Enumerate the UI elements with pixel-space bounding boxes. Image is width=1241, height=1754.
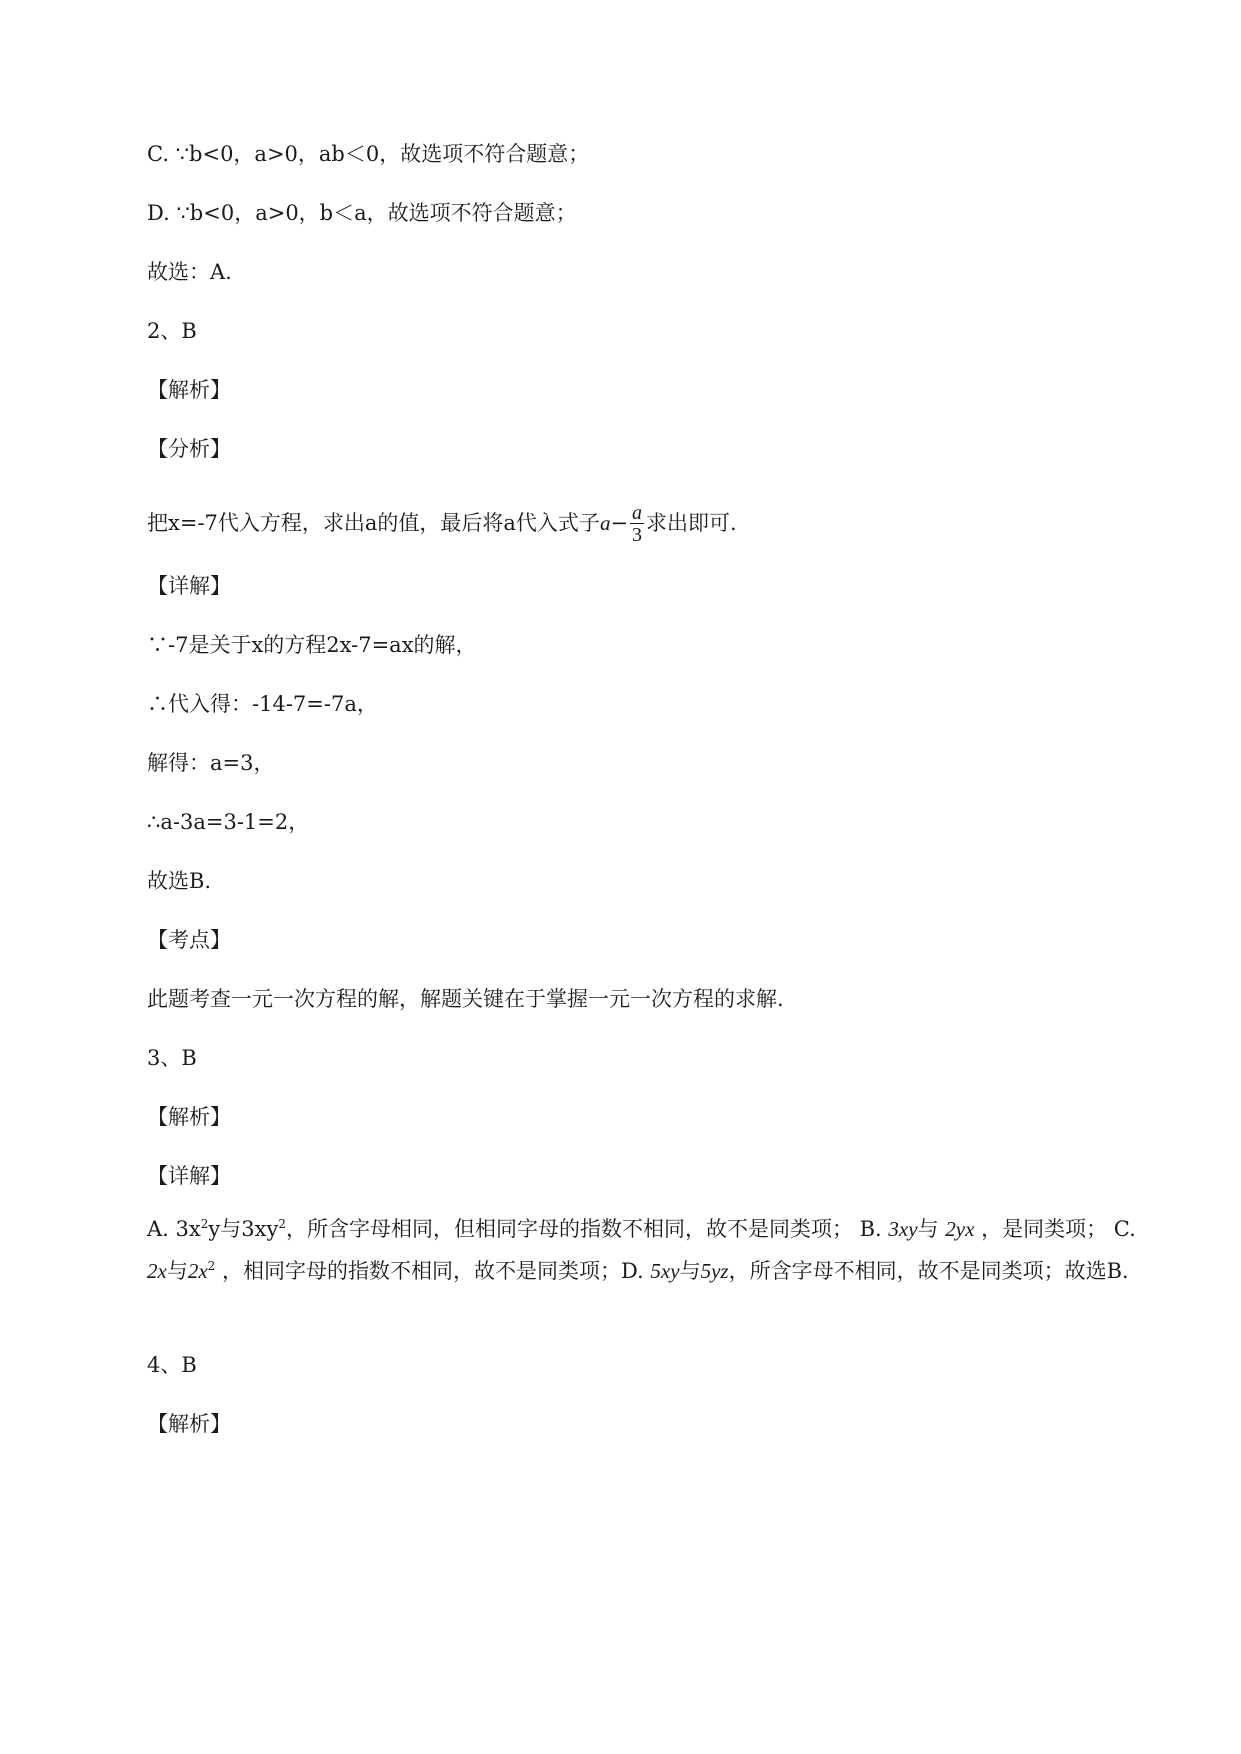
kaodian-text: 此题考查一元一次方程的解，解题关键在于掌握一元一次方程的求解. xyxy=(147,987,784,1011)
expr-minus: − xyxy=(610,511,629,535)
detail3-text-7: ，相同字母的指数不相同，故不是同类项；D. xyxy=(215,1259,651,1283)
detail3-text-4: 与 xyxy=(917,1217,946,1241)
detail-paragraph-3 xyxy=(147,1208,1157,1292)
section-heading-kaodian: 【考点】 xyxy=(147,928,231,952)
math-2x-squared: 2x xyxy=(187,1259,208,1283)
detail3-text-5: ，是同类项； C. xyxy=(974,1217,1136,1241)
section-heading-xiangjie-3: 【详解】 xyxy=(147,1164,231,1188)
exponent: 2 xyxy=(200,1217,209,1231)
math-2x: 2x xyxy=(147,1259,167,1283)
analysis-text-after: 求出即可. xyxy=(646,511,737,535)
section-heading-xiangjie: 【详解】 xyxy=(147,574,231,598)
question-4-answer: 4、B xyxy=(147,1353,197,1377)
analysis-text-before: 把x=-7代入方程，求出a的值，最后将a代入式子 xyxy=(147,511,600,535)
math-5xy: 5xy xyxy=(650,1259,680,1283)
section-heading-jiexi-3: 【解析】 xyxy=(147,1105,231,1129)
detail-line-2: ∴代入得：-14-7=-7a， xyxy=(147,692,378,716)
detail3-text-8: 与 xyxy=(679,1259,701,1283)
expr-a: a xyxy=(599,511,611,535)
analysis-text xyxy=(147,500,1157,546)
detail3-text-3: ，所含字母相同，但相同字母的指数不相同，故不是同类项； B. xyxy=(285,1217,889,1241)
option-c-explanation: C. ∵b<0，a>0，ab＜0，故选项不符合题意； xyxy=(147,142,590,166)
answer-choice: 故选：A. xyxy=(147,260,232,284)
detail-line-5: 故选B. xyxy=(147,869,212,893)
detail-line-4: ∴a-3a=3-1=2， xyxy=(147,810,310,834)
math-3xy: 3xy xyxy=(888,1217,918,1241)
option-d-explanation: D. ∵b<0，a>0，b＜a，故选项不符合题意； xyxy=(147,201,577,225)
detail-line-3: 解得：a=3， xyxy=(147,751,275,775)
detail3-text-1: A. 3x xyxy=(147,1217,201,1241)
detail-line-1: ∵-7是关于x的方程2x-7=ax的解， xyxy=(147,633,477,657)
detail3-text-2: y与3xy xyxy=(208,1217,279,1241)
detail3-text-6: 与 xyxy=(166,1259,188,1283)
detail3-text-9: ，所含字母不相同，故不是同类项；故选B. xyxy=(728,1259,1129,1283)
question-2-answer: 2、B xyxy=(147,319,197,343)
math-5yz: 5yz xyxy=(700,1259,729,1283)
math-2yx: 2yx xyxy=(945,1217,975,1241)
fraction-denominator: 3 xyxy=(632,524,643,546)
fraction-numerator: a xyxy=(632,502,643,524)
exponent: 2 xyxy=(207,1259,216,1273)
exponent: 2 xyxy=(278,1217,286,1231)
section-heading-fenxi: 【分析】 xyxy=(147,437,231,461)
fraction-a-over-3 xyxy=(630,503,644,546)
section-heading-jiexi-4: 【解析】 xyxy=(147,1412,231,1436)
section-heading-jiexi: 【解析】 xyxy=(147,378,231,402)
question-3-answer: 3、B xyxy=(147,1046,197,1070)
